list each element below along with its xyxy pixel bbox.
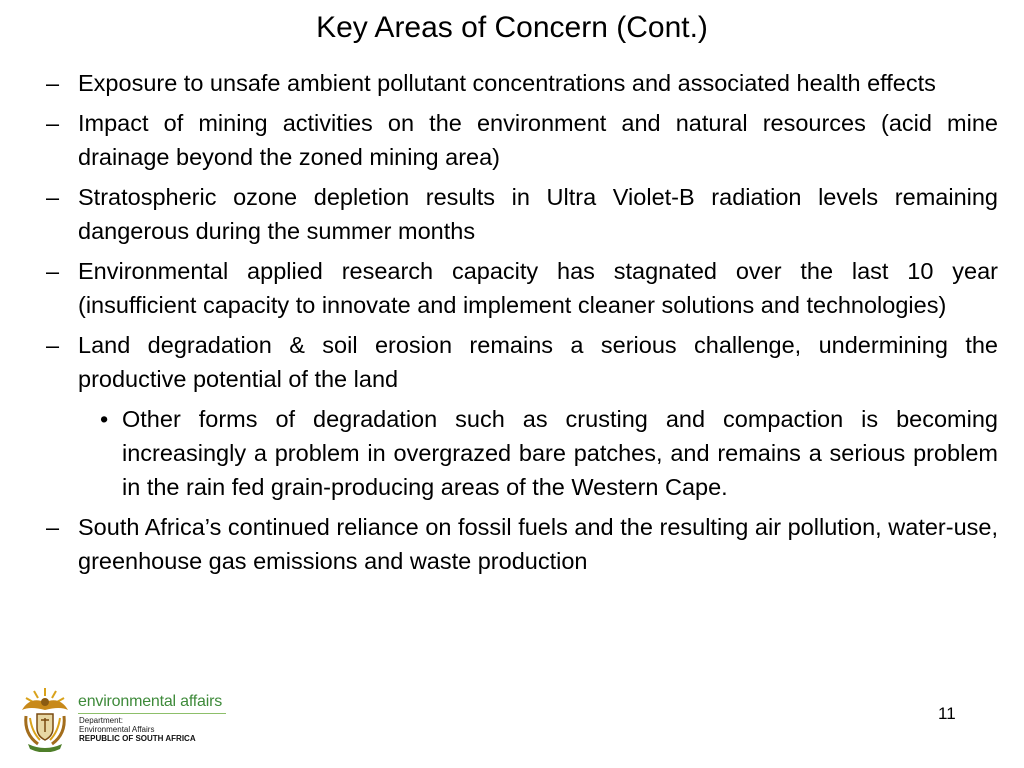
page-number: 11 <box>938 704 956 723</box>
dash-marker: – <box>46 70 60 96</box>
slide-title: Key Areas of Concern (Cont.) <box>316 11 708 44</box>
list-item-text: Exposure to unsafe ambient pollutant concentrations and associated health effects <box>78 70 936 96</box>
department-logo <box>16 682 226 752</box>
logo-dept-line2: Environmental Affairs <box>79 725 155 734</box>
list-item-text: Impact of mining activities on the environment and natural resources (acid mine drainage beyond the zoned mining area) <box>78 110 998 170</box>
bullet-list <box>46 66 998 584</box>
logo-dept-line1: Department: <box>79 716 124 725</box>
list-item-text: Environmental applied research capacity has stagnated over the last 10 year (insufficient capacity to innovate and implement cleaner solutions and technologies) <box>78 258 998 318</box>
sub-list-item <box>46 402 998 504</box>
dash-marker: – <box>46 110 60 136</box>
list-item <box>46 180 998 248</box>
list-item-text: Stratospheric ozone depletion results in Ultra Violet-B radiation levels remaining dangerous during the summer months <box>78 184 998 244</box>
logo-country: REPUBLIC OF SOUTH AFRICA <box>79 734 196 743</box>
list-item <box>46 328 998 396</box>
dash-marker: – <box>46 332 60 358</box>
dash-marker: – <box>46 258 60 284</box>
list-item <box>46 66 998 100</box>
coat-of-arms-icon <box>16 682 74 752</box>
dash-marker: – <box>46 514 60 540</box>
dash-marker: – <box>46 184 60 210</box>
list-item <box>46 106 998 174</box>
sub-list-item-text: Other forms of degradation such as crusting and compaction is becoming increasingly a problem in overgrazed bare patches, and remains a serious problem in the rain fed grain-producing areas of the Western Cape. <box>122 406 998 500</box>
logo-divider <box>78 713 226 714</box>
list-item-text: South Africa’s continued reliance on fossil fuels and the resulting air pollution, water-use, greenhouse gas emissions and waste production <box>78 514 998 574</box>
logo-brand-text: environmental affairs <box>78 693 223 710</box>
list-item <box>46 510 998 578</box>
bullet-marker: • <box>100 406 109 432</box>
logo-department <box>79 716 154 734</box>
list-item-text: Land degradation & soil erosion remains a serious challenge, undermining the productive potential of the land <box>78 332 998 392</box>
list-item <box>46 254 998 322</box>
